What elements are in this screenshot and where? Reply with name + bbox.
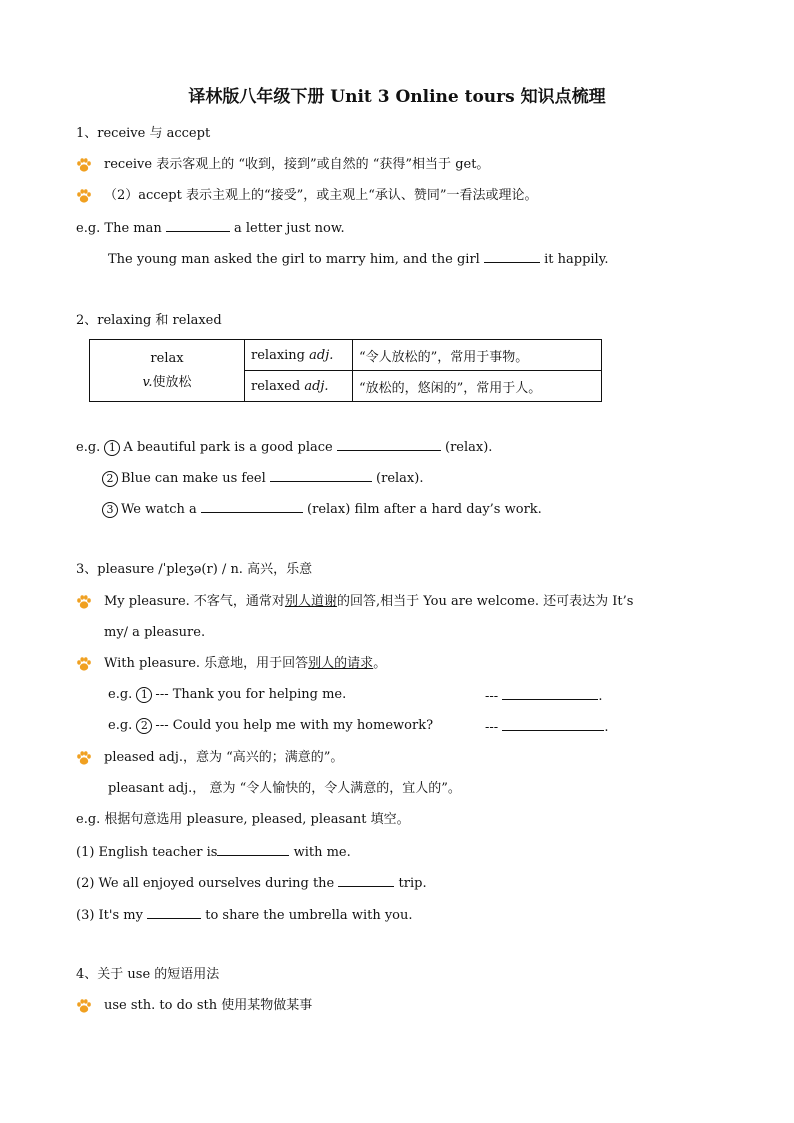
answer-dash: --- <box>485 689 499 704</box>
s2-ex3-after: (relax) film after a hard day’s work. <box>307 502 542 517</box>
q1-before: (1) English teacher is <box>76 845 218 860</box>
s1-eg1-before: e.g. The man <box>76 221 162 236</box>
s2-example-2 <box>102 468 423 488</box>
s1-example-2 <box>108 249 608 269</box>
s4-bullet-use: use sth. to do sth 使用某物做某事 <box>104 998 313 1013</box>
s1-eg1-after: a letter just now. <box>234 221 345 236</box>
s3-task-instruction: e.g. 根据句意选用 pleasure, pleased, pleasant 填空。 <box>76 812 410 827</box>
relaxing-cell <box>245 340 353 371</box>
s3-b1-pre: My pleasure. 不客气，通常对 <box>104 594 285 609</box>
page-title: 译林版八年级下册 Unit 3 Online tours 知识点梳理 <box>188 87 606 107</box>
verb-word: relax <box>150 350 184 366</box>
s3-question-1 <box>76 842 351 862</box>
paw-bullet-icon <box>76 750 92 766</box>
relaxing-word: relaxing <box>251 347 305 363</box>
s2-ex1-after: (relax). <box>445 440 493 455</box>
answer-period: . <box>604 720 609 735</box>
s3-question-2 <box>76 873 427 893</box>
s2-example-1 <box>76 437 492 457</box>
q1-after: with me. <box>293 845 351 860</box>
paw-bullet-icon <box>76 157 92 173</box>
fill-blank[interactable] <box>147 905 201 919</box>
s3-b1-underlined: 别人道谢 <box>284 594 337 609</box>
s3-b2-underlined: 别人的请求 <box>308 656 374 671</box>
s3-pleasant-line: pleasant adj.， 意为 “令人愉快的，令人满意的，宜人的”。 <box>108 781 461 796</box>
relaxed-meaning: “放松的，悠闲的”，常用于人。 <box>353 371 602 402</box>
s1-bullet-accept: （2）accept 表示主观上的“接受”，或主观上“承认、赞同”一看法或理论。 <box>104 188 538 203</box>
paw-bullet-icon <box>76 188 92 204</box>
fill-blank[interactable] <box>337 437 441 451</box>
s3-b1-post: 的回答,相当于 You are welcome. 还可表达为 It’s <box>336 594 634 609</box>
relaxed-pos: adj. <box>304 378 329 394</box>
s3-dialog-1 <box>108 686 346 704</box>
s3-dialog-2-text: --- Could you help me with my homework? <box>155 718 434 733</box>
verb-meaning: 使放松 <box>152 374 192 390</box>
s3-bullet-with-pleasure <box>104 655 386 673</box>
s3-question-3 <box>76 905 413 925</box>
fill-blank[interactable] <box>166 218 230 232</box>
fill-blank[interactable] <box>270 468 372 482</box>
relaxing-pos: adj. <box>309 347 334 363</box>
s3-dialog-2-answer <box>485 717 608 737</box>
q2-before: (2) We all enjoyed ourselves during the <box>76 876 335 891</box>
s3-b2-pre: With pleasure. 乐意地，用于回答 <box>104 656 309 671</box>
answer-period: . <box>598 689 603 704</box>
s2-ex3-before: We watch a <box>121 502 197 517</box>
relaxed-word: relaxed <box>251 378 301 394</box>
fill-blank[interactable] <box>484 249 540 263</box>
circled-number: 1 <box>104 440 120 456</box>
q2-after: trip. <box>398 876 427 891</box>
s3-bullet-my-pleasure <box>104 593 633 611</box>
s1-example-1 <box>76 218 345 238</box>
s3-dialog-2 <box>108 717 433 735</box>
q3-after: to share the umbrella with you. <box>205 908 413 923</box>
fill-blank[interactable] <box>338 873 394 887</box>
s2-ex2-after: (relax). <box>376 471 424 486</box>
section-4-heading: 4、关于 use 的短语用法 <box>76 967 220 982</box>
s2-ex1-before: A beautiful park is a good place <box>123 440 333 455</box>
paw-bullet-icon <box>76 594 92 610</box>
paw-bullet-icon <box>76 656 92 672</box>
s3-b1-continuation: my/ a pleasure. <box>104 625 206 640</box>
circled-number: 2 <box>102 471 118 487</box>
eg-label: e.g. <box>76 440 101 455</box>
section-3-heading: 3、pleasure /ˈpleʒə(r) / n. 高兴，乐意 <box>76 562 313 577</box>
s2-ex2-before: Blue can make us feel <box>121 471 266 486</box>
verb-pos: v. <box>142 374 153 390</box>
s3-bullet-pleased: pleased adj.，意为 “高兴的；满意的”。 <box>104 750 344 765</box>
s2-example-3 <box>102 499 542 519</box>
circled-number: 3 <box>102 502 118 518</box>
fill-blank[interactable] <box>201 499 303 513</box>
verb-cell <box>90 340 245 402</box>
paw-bullet-icon <box>76 998 92 1014</box>
answer-dash: --- <box>485 720 499 735</box>
section-2-heading: 2、relaxing 和 relaxed <box>76 313 222 328</box>
s1-bullet-receive: receive 表示客观上的 “收到，接到”或自然的 “获得”相当于 get。 <box>104 157 490 172</box>
q3-before: (3) It's my <box>76 908 143 923</box>
fill-blank[interactable] <box>502 717 604 731</box>
eg-label: e.g. <box>108 718 133 733</box>
s3-dialog-1-answer <box>485 686 602 706</box>
eg-label: e.g. <box>108 687 133 702</box>
circled-number: 1 <box>136 687 152 703</box>
s3-b2-post: 。 <box>373 656 387 671</box>
section-1-heading: 1、receive 与 accept <box>76 126 211 141</box>
s1-eg2-before: The young man asked the girl to marry him, and the girl <box>108 252 480 267</box>
fill-blank[interactable] <box>217 842 289 856</box>
s3-dialog-1-text: --- Thank you for helping me. <box>155 687 347 702</box>
fill-blank[interactable] <box>502 686 598 700</box>
relaxing-meaning: “令人放松的”，常用于事物。 <box>353 340 602 371</box>
circled-number: 2 <box>136 718 152 734</box>
relax-table <box>89 339 602 402</box>
s1-eg2-after: it happily. <box>544 252 609 267</box>
relaxed-cell <box>245 371 353 402</box>
